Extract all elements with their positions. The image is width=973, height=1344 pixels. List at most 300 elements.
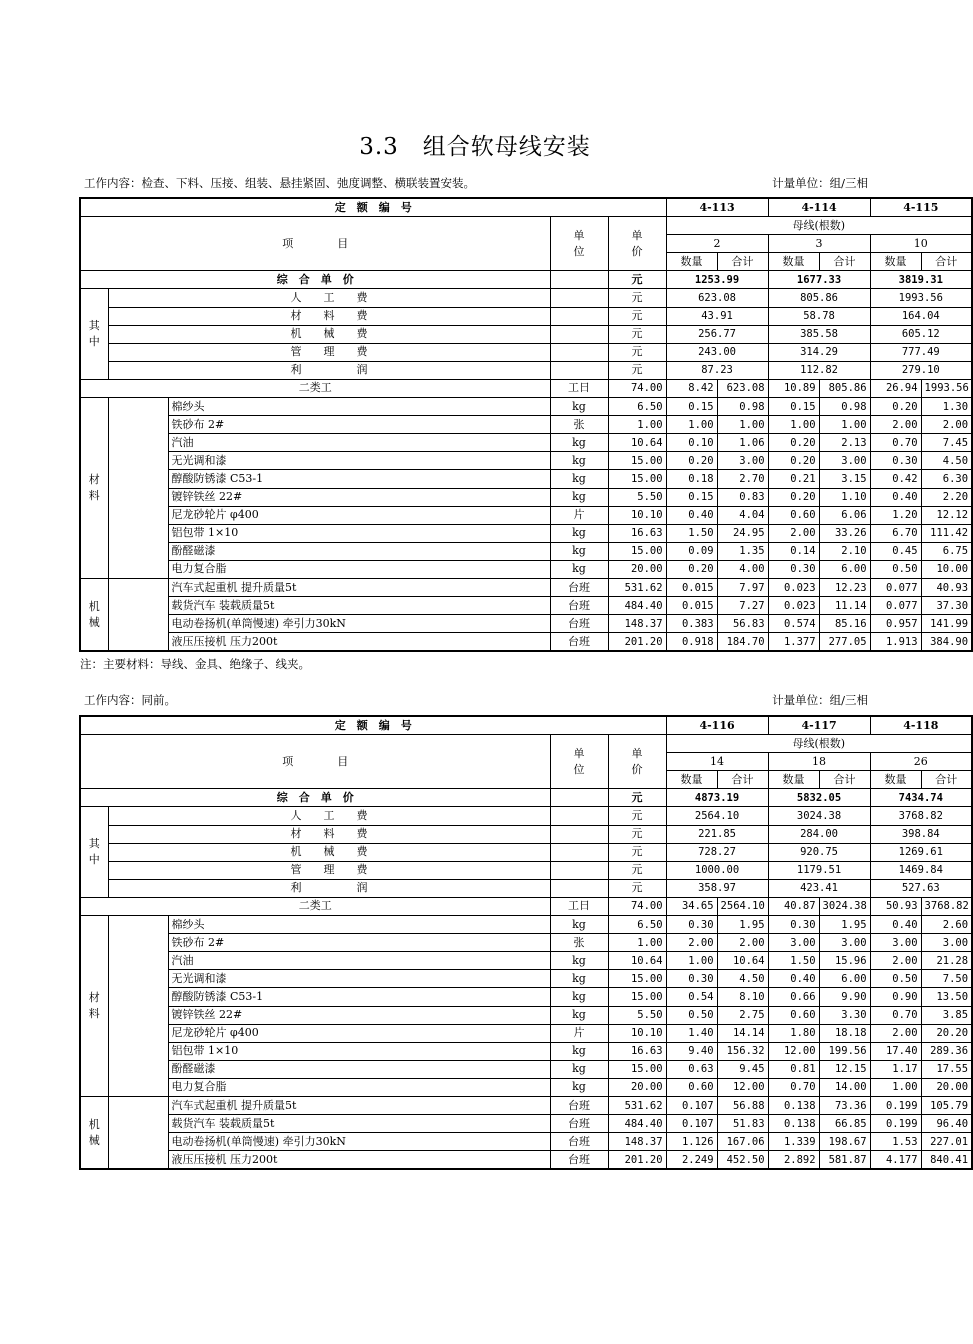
- qty-header: 数量: [768, 771, 819, 789]
- machine-cell: 167.06: [717, 1133, 768, 1151]
- unit-header: [550, 735, 608, 789]
- material-cell: 1.30: [921, 398, 972, 416]
- quota-table-2: [79, 715, 973, 1170]
- material-cell: 6.00: [819, 560, 870, 578]
- machine-name: 载货汽车 装载质量5t: [168, 597, 550, 615]
- material-cell: 0.50: [666, 1006, 717, 1024]
- material-cell: 0.20: [768, 434, 819, 452]
- bus-count: 10: [870, 235, 972, 253]
- machine-cell: 105.79: [921, 1096, 972, 1114]
- material-cell: 2.00: [870, 1024, 921, 1042]
- material-price: 5.50: [608, 488, 666, 506]
- material-cell: 17.40: [870, 1042, 921, 1060]
- price-header-char-2: 价: [631, 762, 643, 776]
- unit-header-char-2: 位: [573, 244, 585, 258]
- machine-cell: 37.30: [921, 597, 972, 615]
- material-price: 15.00: [608, 542, 666, 560]
- material-cell: 0.09: [666, 542, 717, 560]
- item-header: 项 目: [80, 735, 550, 789]
- cost-value: 243.00: [666, 343, 768, 361]
- cost-unit: 元: [608, 361, 666, 379]
- material-cell: 0.30: [768, 916, 819, 934]
- material-cell: 2.00: [768, 524, 819, 542]
- material-cell: 20.20: [921, 1024, 972, 1042]
- total-value: 3819.31: [870, 271, 972, 289]
- machine-cell: 1.53: [870, 1133, 921, 1151]
- table-cell: [550, 825, 608, 843]
- machine-cell: 51.83: [717, 1115, 768, 1133]
- material-cell: 4.00: [717, 560, 768, 578]
- material-name: 棉纱头: [168, 916, 550, 934]
- table-cell: [550, 789, 608, 807]
- cost-unit: 元: [608, 325, 666, 343]
- machine-price: 201.20: [608, 633, 666, 652]
- material-cell: 21.28: [921, 952, 972, 970]
- machine-unit: 台班: [550, 615, 608, 633]
- among-label: [80, 807, 108, 897]
- material-cell: 1.95: [717, 916, 768, 934]
- machine-cell: 227.01: [921, 1133, 972, 1151]
- material-cell: 3.00: [819, 452, 870, 470]
- cost-value: 1469.84: [870, 861, 972, 879]
- material-cell: 3.00: [921, 934, 972, 952]
- material-cell: 2.60: [921, 916, 972, 934]
- material-cell: 24.95: [717, 524, 768, 542]
- total-value: 1677.33: [768, 271, 870, 289]
- machines-label-char-2: 械: [88, 615, 100, 629]
- machine-unit: 台班: [550, 578, 608, 596]
- material-cell: 0.60: [666, 1078, 717, 1096]
- cost-value: 87.23: [666, 361, 768, 379]
- table-cell: [550, 289, 608, 307]
- material-cell: 3.00: [717, 452, 768, 470]
- cost-unit: 元: [608, 289, 666, 307]
- material-cell: 13.50: [921, 988, 972, 1006]
- labor-cell: 50.93: [870, 897, 921, 915]
- material-name: 醇酸防锈漆 C53-1: [168, 470, 550, 488]
- material-cell: 0.40: [870, 916, 921, 934]
- material-name: 电力复合脂: [168, 1078, 550, 1096]
- sum-header: 合计: [819, 253, 870, 271]
- cost-value: 358.97: [666, 879, 768, 897]
- cost-unit: 元: [608, 861, 666, 879]
- material-cell: 9.45: [717, 1060, 768, 1078]
- material-cell: 1.00: [768, 416, 819, 434]
- materials-label: [80, 398, 108, 579]
- machine-cell: 40.93: [921, 578, 972, 596]
- cost-value: 1179.51: [768, 861, 870, 879]
- material-unit: kg: [550, 988, 608, 1006]
- material-cell: 6.00: [819, 970, 870, 988]
- machine-cell: 1.377: [768, 633, 819, 652]
- cost-value: 112.82: [768, 361, 870, 379]
- material-cell: 2.75: [717, 1006, 768, 1024]
- cost-value: 1269.61: [870, 843, 972, 861]
- material-unit: kg: [550, 952, 608, 970]
- labor-price: 74.00: [608, 897, 666, 915]
- price-header-char-2: 价: [631, 244, 643, 258]
- machine-cell: 0.023: [768, 597, 819, 615]
- material-name: 汽油: [168, 434, 550, 452]
- material-cell: 9.90: [819, 988, 870, 1006]
- machine-cell: 0.383: [666, 615, 717, 633]
- material-cell: 0.30: [768, 560, 819, 578]
- material-cell: 0.50: [870, 970, 921, 988]
- material-unit: kg: [550, 916, 608, 934]
- material-name: 棉纱头: [168, 398, 550, 416]
- labor-cell: 805.86: [819, 379, 870, 397]
- labor-unit: 工日: [550, 897, 608, 915]
- page-title: 3.3 组合软母线安装: [359, 134, 591, 160]
- total-value: 7434.74: [870, 789, 972, 807]
- machine-name: 液压压接机 压力200t: [168, 1151, 550, 1170]
- material-cell: 3.15: [819, 470, 870, 488]
- labor-cell: 10.89: [768, 379, 819, 397]
- material-cell: 0.98: [819, 398, 870, 416]
- machine-cell: 1.339: [768, 1133, 819, 1151]
- labor-cell: 8.42: [666, 379, 717, 397]
- unit-header: [550, 217, 608, 271]
- qty-header: 数量: [768, 253, 819, 271]
- material-cell: 17.55: [921, 1060, 972, 1078]
- material-name: 无光调和漆: [168, 452, 550, 470]
- material-price: 10.10: [608, 506, 666, 524]
- labor-cell: 26.94: [870, 379, 921, 397]
- total-label: 综 合 单 价: [80, 271, 550, 289]
- material-cell: 1.00: [870, 1078, 921, 1096]
- material-unit: 片: [550, 506, 608, 524]
- group-header: 母线(根数): [666, 217, 972, 235]
- material-cell: 0.30: [666, 970, 717, 988]
- qty-header: 数量: [666, 253, 717, 271]
- material-cell: 4.04: [717, 506, 768, 524]
- material-cell: 2.00: [666, 934, 717, 952]
- material-cell: 199.56: [819, 1042, 870, 1060]
- cost-value: 164.04: [870, 307, 972, 325]
- material-cell: 3.00: [819, 934, 870, 952]
- total-value: 5832.05: [768, 789, 870, 807]
- qty-header: 数量: [870, 771, 921, 789]
- cost-unit: 元: [608, 307, 666, 325]
- material-cell: 0.45: [870, 542, 921, 560]
- material-unit: 张: [550, 934, 608, 952]
- price-header-char-1: 单: [631, 228, 643, 242]
- material-price: 5.50: [608, 1006, 666, 1024]
- unit-header-char-2: 位: [573, 762, 585, 776]
- materials-spacer: [108, 398, 168, 579]
- material-cell: 1.00: [666, 416, 717, 434]
- machine-price: 201.20: [608, 1151, 666, 1170]
- table-cell: [550, 861, 608, 879]
- material-cell: 1.17: [870, 1060, 921, 1078]
- material-cell: 1.35: [717, 542, 768, 560]
- material-unit: kg: [550, 398, 608, 416]
- material-cell: 0.42: [870, 470, 921, 488]
- material-cell: 0.40: [870, 488, 921, 506]
- total-value: 1253.99: [666, 271, 768, 289]
- qty-header: 数量: [870, 253, 921, 271]
- cost-value: 385.58: [768, 325, 870, 343]
- bus-count: 18: [768, 753, 870, 771]
- machine-cell: 184.70: [717, 633, 768, 652]
- machine-name: 载货汽车 装载质量5t: [168, 1115, 550, 1133]
- cost-value: 605.12: [870, 325, 972, 343]
- material-cell: 12.12: [921, 506, 972, 524]
- material-cell: 111.42: [921, 524, 972, 542]
- labor-cell: 3024.38: [819, 897, 870, 915]
- material-cell: 0.10: [666, 434, 717, 452]
- bus-count: 3: [768, 235, 870, 253]
- machines-label: [80, 1096, 108, 1169]
- material-cell: 6.75: [921, 542, 972, 560]
- machine-unit: 台班: [550, 1151, 608, 1170]
- material-name: 镀锌铁丝 22#: [168, 1006, 550, 1024]
- material-cell: 0.40: [666, 506, 717, 524]
- material-cell: 20.00: [921, 1078, 972, 1096]
- material-price: 16.63: [608, 1042, 666, 1060]
- machine-name: 电动卷扬机(单筒慢速) 牵引力30kN: [168, 1133, 550, 1151]
- material-cell: 0.70: [870, 434, 921, 452]
- material-cell: 7.45: [921, 434, 972, 452]
- machine-cell: 141.99: [921, 615, 972, 633]
- material-cell: 1.20: [870, 506, 921, 524]
- material-cell: 12.15: [819, 1060, 870, 1078]
- bus-count: 14: [666, 753, 768, 771]
- machine-price: 484.40: [608, 1115, 666, 1133]
- material-name: 铝包带 1×10: [168, 1042, 550, 1060]
- material-cell: 10.00: [921, 560, 972, 578]
- material-name: 铁砂布 2#: [168, 934, 550, 952]
- material-name: 酚醛磁漆: [168, 1060, 550, 1078]
- sum-header: 合计: [717, 771, 768, 789]
- cost-label: 管 理 费: [108, 861, 550, 879]
- bus-count: 2: [666, 235, 768, 253]
- labor-price: 74.00: [608, 379, 666, 397]
- cost-value: 920.75: [768, 843, 870, 861]
- machine-cell: 581.87: [819, 1151, 870, 1170]
- material-cell: 2.00: [717, 934, 768, 952]
- table-cell: [550, 271, 608, 289]
- cost-label: 管 理 费: [108, 343, 550, 361]
- cost-unit: 元: [608, 879, 666, 897]
- material-cell: 0.15: [768, 398, 819, 416]
- machines-label: [80, 578, 108, 651]
- among-label: [80, 289, 108, 379]
- price-header: [608, 735, 666, 789]
- material-cell: 0.14: [768, 542, 819, 560]
- material-name: 无光调和漆: [168, 970, 550, 988]
- section2-unit: 计量单位：组/三相: [772, 693, 868, 707]
- machine-cell: 0.918: [666, 633, 717, 652]
- labor-label: 二类工: [80, 379, 550, 397]
- cost-label: 利 润: [108, 879, 550, 897]
- material-unit: kg: [550, 452, 608, 470]
- cost-value: 314.29: [768, 343, 870, 361]
- material-cell: 0.20: [768, 452, 819, 470]
- machine-cell: 0.107: [666, 1115, 717, 1133]
- machine-cell: 0.138: [768, 1115, 819, 1133]
- item-header: 项 目: [80, 217, 550, 271]
- machine-cell: 0.574: [768, 615, 819, 633]
- material-cell: 1.50: [666, 524, 717, 542]
- machine-cell: 7.27: [717, 597, 768, 615]
- material-cell: 3.00: [870, 934, 921, 952]
- machine-name: 液压压接机 压力200t: [168, 633, 550, 652]
- machine-cell: 0.138: [768, 1096, 819, 1114]
- unit-header-char-1: 单: [573, 228, 585, 242]
- cost-value: 43.91: [666, 307, 768, 325]
- table-cell: [550, 879, 608, 897]
- machine-cell: 0.023: [768, 578, 819, 596]
- price-header-char-1: 单: [631, 746, 643, 760]
- among-label-char-1: 其: [88, 837, 100, 851]
- material-cell: 0.60: [768, 506, 819, 524]
- material-cell: 0.70: [870, 1006, 921, 1024]
- material-cell: 1.10: [819, 488, 870, 506]
- material-unit: kg: [550, 524, 608, 542]
- material-price: 16.63: [608, 524, 666, 542]
- materials-spacer: [108, 916, 168, 1097]
- machine-name: 电动卷扬机(单筒慢速) 牵引力30kN: [168, 615, 550, 633]
- machine-unit: 台班: [550, 633, 608, 652]
- material-unit: 张: [550, 416, 608, 434]
- material-cell: 1.80: [768, 1024, 819, 1042]
- labor-cell: 3768.82: [921, 897, 972, 915]
- material-cell: 6.06: [819, 506, 870, 524]
- material-cell: 14.00: [819, 1078, 870, 1096]
- cost-label: 机 械 费: [108, 325, 550, 343]
- material-cell: 156.32: [717, 1042, 768, 1060]
- material-cell: 0.70: [768, 1078, 819, 1096]
- cost-value: 279.10: [870, 361, 972, 379]
- cost-value: 3024.38: [768, 807, 870, 825]
- cost-value: 527.63: [870, 879, 972, 897]
- materials-label-char-2: 料: [88, 1007, 100, 1020]
- cost-unit: 元: [608, 343, 666, 361]
- material-unit: kg: [550, 1042, 608, 1060]
- total-value: 4873.19: [666, 789, 768, 807]
- material-cell: 0.15: [666, 398, 717, 416]
- quota-table-1: [79, 197, 973, 652]
- quota-code: 4-113: [666, 198, 768, 217]
- material-unit: kg: [550, 970, 608, 988]
- machines-label-char-1: 机: [88, 1117, 100, 1131]
- qty-header: 数量: [666, 771, 717, 789]
- material-cell: 33.26: [819, 524, 870, 542]
- quota-code: 4-118: [870, 716, 972, 735]
- labor-cell: 2564.10: [717, 897, 768, 915]
- quota-code: 4-117: [768, 716, 870, 735]
- machine-cell: 85.16: [819, 615, 870, 633]
- material-name: 醇酸防锈漆 C53-1: [168, 988, 550, 1006]
- material-name: 铝包带 1×10: [168, 524, 550, 542]
- among-label-char-1: 其: [88, 319, 100, 333]
- materials-label: [80, 916, 108, 1097]
- material-cell: 4.50: [717, 970, 768, 988]
- material-price: 6.50: [608, 916, 666, 934]
- material-cell: 0.20: [666, 560, 717, 578]
- cost-label: 人 工 费: [108, 289, 550, 307]
- material-cell: 0.50: [870, 560, 921, 578]
- material-cell: 3.30: [819, 1006, 870, 1024]
- material-cell: 2.10: [819, 542, 870, 560]
- table-cell: [550, 361, 608, 379]
- materials-label-char-1: 材: [88, 991, 100, 1004]
- material-unit: kg: [550, 1078, 608, 1096]
- cost-value: 284.00: [768, 825, 870, 843]
- material-cell: 0.18: [666, 470, 717, 488]
- quota-code: 4-114: [768, 198, 870, 217]
- table-cell: [550, 807, 608, 825]
- material-unit: kg: [550, 1006, 608, 1024]
- machine-cell: 56.88: [717, 1096, 768, 1114]
- cost-value: 777.49: [870, 343, 972, 361]
- quota-code: 4-116: [666, 716, 768, 735]
- cost-value: 3768.82: [870, 807, 972, 825]
- machine-unit: 台班: [550, 597, 608, 615]
- material-cell: 2.20: [921, 488, 972, 506]
- material-cell: 2.00: [870, 416, 921, 434]
- material-name: 电力复合脂: [168, 560, 550, 578]
- price-header: [608, 217, 666, 271]
- material-cell: 18.18: [819, 1024, 870, 1042]
- material-cell: 1.00: [819, 416, 870, 434]
- machines-label-char-2: 械: [88, 1133, 100, 1147]
- machine-name: 汽车式起重机 提升质量5t: [168, 1096, 550, 1114]
- machine-cell: 384.90: [921, 633, 972, 652]
- among-label-char-2: 中: [88, 335, 100, 349]
- material-cell: 14.14: [717, 1024, 768, 1042]
- sum-header: 合计: [921, 253, 972, 271]
- cost-value: 58.78: [768, 307, 870, 325]
- cost-value: 623.08: [666, 289, 768, 307]
- material-cell: 2.00: [870, 952, 921, 970]
- material-cell: 0.20: [768, 488, 819, 506]
- table-cell: [550, 307, 608, 325]
- quota-code-label: 定 额 编 号: [80, 198, 666, 217]
- material-name: 尼龙砂轮片 φ400: [168, 1024, 550, 1042]
- cost-value: 805.86: [768, 289, 870, 307]
- machine-cell: 0.015: [666, 597, 717, 615]
- material-cell: 0.66: [768, 988, 819, 1006]
- material-cell: 1.00: [666, 952, 717, 970]
- section2-work-content: 工作内容：同前。: [84, 693, 176, 707]
- material-price: 10.64: [608, 434, 666, 452]
- machine-cell: 452.50: [717, 1151, 768, 1170]
- machine-cell: 66.85: [819, 1115, 870, 1133]
- material-cell: 9.40: [666, 1042, 717, 1060]
- machine-unit: 台班: [550, 1096, 608, 1114]
- main-materials-note: 注：主要材料：导线、金具、绝缘子、线夹。: [80, 657, 310, 671]
- material-price: 6.50: [608, 398, 666, 416]
- quota-code-label: 定 额 编 号: [80, 716, 666, 735]
- cost-unit: 元: [608, 843, 666, 861]
- material-price: 15.00: [608, 1060, 666, 1078]
- cost-value: 728.27: [666, 843, 768, 861]
- machine-cell: 0.077: [870, 597, 921, 615]
- machine-cell: 1.126: [666, 1133, 717, 1151]
- material-cell: 1.06: [717, 434, 768, 452]
- total-label: 综 合 单 价: [80, 789, 550, 807]
- material-cell: 0.40: [768, 970, 819, 988]
- machine-price: 148.37: [608, 615, 666, 633]
- cost-value: 398.84: [870, 825, 972, 843]
- material-price: 15.00: [608, 988, 666, 1006]
- machine-cell: 0.015: [666, 578, 717, 596]
- material-cell: 289.36: [921, 1042, 972, 1060]
- material-cell: 7.50: [921, 970, 972, 988]
- material-name: 酚醛磁漆: [168, 542, 550, 560]
